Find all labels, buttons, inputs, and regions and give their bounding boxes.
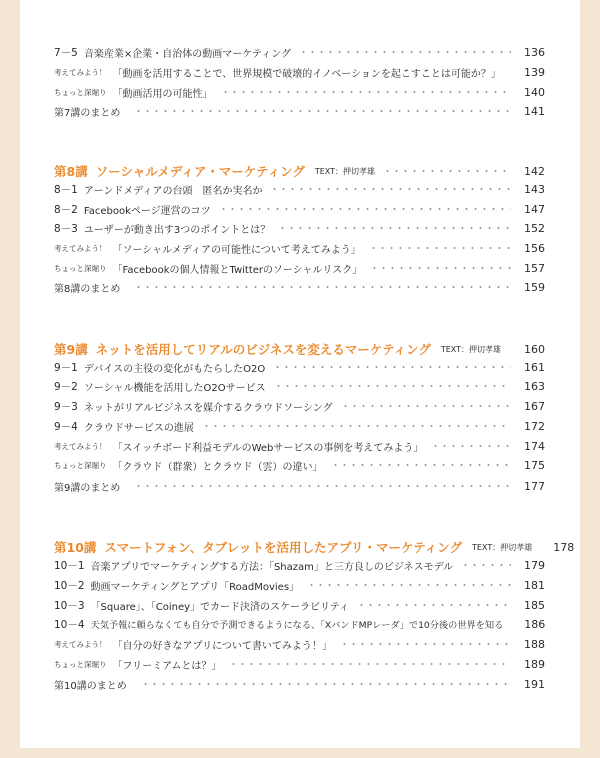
leader-dots (219, 208, 511, 210)
entry-page-number: 147 (524, 202, 545, 216)
chapter-number: 第10講 (54, 540, 97, 555)
leader-dots (299, 51, 511, 53)
entry-title: 「Facebookの個人情報とTwitterのソーシャルリスク」 (112, 264, 363, 276)
leader-dots (273, 366, 511, 368)
entry-title: ネットがリアルビジネスを媒介するクラウドソーシング (83, 402, 333, 414)
leader-dots (221, 91, 512, 93)
leader-dots (331, 464, 512, 466)
toc-entry[interactable] (54, 43, 545, 61)
toc-entry[interactable] (54, 200, 545, 218)
toc-entry[interactable] (54, 377, 545, 395)
toc-entry[interactable] (54, 456, 545, 474)
chapter-heading[interactable] (54, 340, 545, 358)
entry-title: 「クラウド（群衆）とクラウド（雲）の違い」 (112, 461, 323, 473)
entry-title: Facebookページ運営のコツ (83, 205, 211, 217)
entry-tag: ちょっと深堀り (54, 659, 107, 669)
entry-title: 「自分の好きなアプリについて書いてみよう！」 (112, 640, 332, 652)
toc-entry[interactable] (54, 596, 545, 614)
leader-dots (229, 663, 511, 665)
entry-number: 8－1 (54, 183, 78, 196)
toc-entry[interactable] (54, 477, 545, 495)
toc-entry[interactable] (54, 635, 545, 653)
leader-dots (369, 247, 511, 249)
entry-number: 9－4 (54, 420, 78, 433)
entry-title: 「動画を活用することで、世界規模で破壊的イノベーションを起こすことは可能か？」 (112, 68, 501, 80)
leader-dots (134, 110, 511, 112)
leader-dots (341, 405, 511, 407)
entry-summary-label: 第7講のまとめ (54, 107, 121, 119)
toc-entry[interactable] (54, 417, 545, 435)
toc-entry[interactable] (54, 655, 545, 673)
entry-number: 9－3 (54, 400, 78, 413)
entry-number: 9－2 (54, 380, 78, 393)
toc-entry[interactable] (54, 556, 545, 574)
leader-dots (134, 286, 511, 288)
entry-title: 天気予報に頼らなくても自分で予測できるようになる、「XバンドMPレーダ」で10分後の世界を知る (90, 620, 504, 631)
entry-page-number: 174 (524, 439, 545, 453)
leader-dots (274, 385, 511, 387)
toc-entry[interactable] (54, 102, 545, 120)
entry-page-number: 177 (524, 479, 545, 493)
entry-title: 「ソーシャルメディアの可能性について考えてみよう」 (112, 244, 361, 256)
entry-page-number: 186 (524, 617, 546, 631)
toc-entry[interactable] (54, 278, 545, 296)
entry-title: 音楽アプリでマーケティングする方法：「Shazam」と三方良しのビジネスモデル (90, 561, 454, 573)
chapter-page-number: 142 (524, 164, 545, 178)
chapter-title: ネットを活用してリアルのビジネスを変えるマーケティング (95, 342, 431, 357)
entry-page-number: 191 (524, 677, 545, 691)
entry-tag: 考えてみよう！ (54, 243, 107, 253)
toc-entry[interactable] (54, 615, 545, 633)
entry-page-number: 140 (524, 85, 545, 99)
entry-page-number: 161 (524, 360, 545, 374)
chapter-author-credit: TEXT：押切孝雄 (314, 166, 376, 176)
chapter-number: 第8講 (54, 164, 88, 179)
entry-title: ユーザーが動き出す3つのポイントとは？ (83, 224, 271, 236)
entry-number: 10－4 (54, 618, 85, 631)
entry-title: 「フリーミアムとは？」 (112, 660, 222, 672)
leader-dots (509, 348, 511, 350)
chapter-heading[interactable] (54, 538, 575, 556)
entry-page-number: 185 (524, 598, 545, 612)
entry-page-number: 179 (524, 558, 545, 572)
toc-entry[interactable] (54, 358, 545, 376)
leader-dots (134, 485, 511, 487)
chapter-title: スマートフォン、タブレットを活用したアプリ・マーケティング (104, 540, 463, 555)
entry-number: 7－5 (54, 46, 78, 59)
entry-title: デバイスの主役の変化がもたらしたO2O (83, 363, 266, 375)
entry-number: 8－2 (54, 203, 78, 216)
entry-tag: 考えてみよう！ (54, 639, 107, 649)
entry-page-number: 175 (524, 458, 545, 472)
toc-entry[interactable] (54, 63, 545, 81)
entry-summary-label: 第10講のまとめ (54, 680, 127, 692)
entry-summary-label: 第9講のまとめ (54, 482, 121, 494)
entry-tag: 考えてみよう！ (54, 67, 107, 77)
chapter-page-number: 160 (524, 342, 545, 356)
chapter-number: 第9講 (54, 342, 88, 357)
toc-entry[interactable] (54, 239, 545, 257)
toc-entry[interactable] (54, 259, 545, 277)
entry-title: ソーシャル機能を活用したO2Oサービス (83, 382, 266, 394)
entry-tag: ちょっと深堀り (54, 460, 107, 470)
leader-dots (307, 584, 511, 586)
entry-page-number: 136 (524, 45, 545, 59)
bottom-background-strip (0, 748, 600, 758)
entry-page-number: 172 (524, 419, 545, 433)
entry-title: アーンドメディアの台頭 匿名か実名か (83, 185, 263, 197)
entry-title: 「Square」、「Coiney」でカード決済のスケーラビリティ (90, 601, 350, 613)
leader-dots (431, 445, 511, 447)
entry-summary-label: 第8講のまとめ (54, 283, 121, 295)
entry-page-number: 141 (524, 104, 545, 118)
chapter-author-credit: TEXT：押切孝雄 (440, 344, 502, 354)
entry-tag: ちょっと深堀り (54, 87, 107, 97)
toc-entry[interactable] (54, 219, 545, 237)
toc-entry[interactable] (54, 675, 545, 693)
entry-page-number: 188 (524, 637, 545, 651)
entry-title: 「動画活用の可能性」 (112, 88, 213, 100)
leader-dots (461, 564, 511, 566)
entry-tag: ちょっと深堀り (54, 263, 107, 273)
entry-page-number: 189 (524, 657, 545, 671)
entry-page-number: 159 (524, 280, 545, 294)
toc-entry[interactable] (54, 576, 545, 594)
chapter-heading[interactable] (54, 162, 545, 180)
toc-entry[interactable] (54, 397, 545, 415)
entry-title: クラウドサービスの進展 (83, 422, 194, 434)
leader-dots (202, 425, 511, 427)
entry-number: 10－2 (54, 579, 85, 592)
entry-number: 10－1 (54, 559, 85, 572)
entry-tag: 考えてみよう！ (54, 441, 107, 451)
leader-dots (383, 170, 511, 172)
entry-page-number: 143 (524, 182, 545, 196)
chapter-page-number: 178 (553, 540, 575, 554)
entry-title: 「スイッチボード利益モデルのWebサービスの事例を考えてみよう」 (112, 442, 424, 454)
entry-page-number: 181 (524, 578, 545, 592)
leader-dots (141, 683, 511, 685)
entry-number: 8－3 (54, 222, 78, 235)
toc-entry[interactable] (54, 83, 545, 101)
leader-dots (278, 227, 511, 229)
entry-page-number: 156 (524, 241, 545, 255)
entry-page-number: 139 (524, 65, 545, 79)
entry-page-number: 163 (524, 379, 545, 393)
leader-dots (357, 604, 511, 606)
leader-dots (509, 71, 511, 73)
toc-entry[interactable] (54, 180, 545, 198)
entry-number: 10－3 (54, 599, 85, 612)
entry-title: 動画マーケティングとアプリ「RoadMovies」 (90, 581, 300, 593)
toc-entry[interactable] (54, 437, 545, 455)
entry-page-number: 152 (524, 221, 545, 235)
entry-title: 音楽産業×企業・自治体の動画マーケティング (83, 48, 292, 60)
chapter-author-credit: TEXT：押切孝雄 (472, 542, 533, 552)
leader-dots (340, 643, 511, 645)
chapter-title: ソーシャルメディア・マーケティング (95, 164, 305, 179)
leader-dots (270, 188, 511, 190)
entry-page-number: 167 (524, 399, 545, 413)
entry-number: 9－1 (54, 361, 78, 374)
leader-dots (370, 267, 511, 269)
entry-page-number: 157 (524, 261, 545, 275)
